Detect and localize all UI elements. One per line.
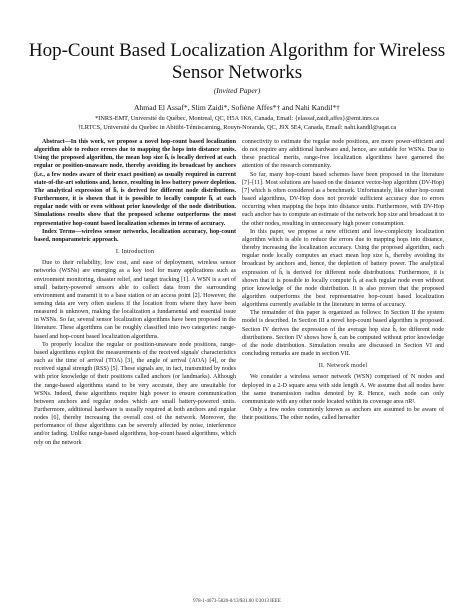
body-paragraph-proposal: In this paper, we propose a new efficient and low-complexity localization algorithm which is able to reduce the errors due to mapping hops into distance, thereby increasing the localization accuracy. Using the proposed algorithm, each regular node locally computes an exact mean hop size h̄ᵢ, thereby avoiding its broadcast by anchors and, hence, the depletion of battery power. The analytical expression of h̄ᵢ is derived for different node distributions. Furthermore, it is shown that it is possible to locally compute h̄ᵢ at each regular node even without prior knowledge of the node distribution. It is also proven that the proposed algorithm outperforms the best representative hop-count based localization algorithms currently available in the literature in terms of accuracy.	[242, 228, 444, 309]
body-paragraph-outline: The remainder of this paper is organized as follows: In Section II the system model is described. In Section III a novel hop-count based algorithm is proposed. Section IV derives the expression of the average hop size h̄ᵢ for different node distributions. Section IV shows how h̄ᵢ can be computed without prior knowledge of the node distribution. Simulation results are discussed in Section VI and concluding remarks are made in section VII.	[242, 310, 444, 358]
intro-paragraph-2: To properly localize the regular or position-unaware node positions, range-based algorithms exploit the measurements of the received signals' characteristics such as the time of arrival (TOA) [3], the angle of arrival (AOA) [4], or the received signal strength (RSS) [5]. These signals are, in fact, transmitted by nodes with prior knowledge of their positions called anchors (or landmarks). Although the range-based algorithms stand to be very accurate, they are unsuitable for WSNs. Indeed, these algorithms require high power to ensure communication between anchors and regular nodes which are small battery-powered units. Furthermore, additional hardware is usually required at both anchors and regular nodes [6], thereby increasing the overall cost of the network. Moreover, the performance of these algorithms can be severely affected by noise, interference and/or fading. Unlike range-based algorithms, hop-count based algorithms, which rely on the network	[34, 341, 236, 446]
index-terms: Index Terms—wireless sensor networks, localization accuracy, hop-count based, nonparametric approach.	[34, 228, 236, 243]
intro-paragraph-1: Due to their reliability, low cost, and ease of deployment, wireless sensor networks (WSNs) are emerging as a key tool for many applications such as environment monitoring, disaster relief, and target tracking [1]. A WSN is a set of small battery-powered sensors able to collect data from the surrounding environment and transmit it to a base station or an access point [2]. However, the sensing data are very often useless if the location from where they have been measured is unknown, making the localization a fundamental and essential issue in WSNs. So far, several sensor localization algorithms have been proposed in the literature. These algorithms can be roughly classified into two categories: range-based and hop-count based localization algorithms.	[34, 260, 236, 340]
section-heading-network-model: II. Network model	[318, 363, 368, 370]
model-paragraph-1: We consider a wireless sensor network (WSN) comprised of N nodes and deployed in a 2-D square area with side length A. We assume that all nodes have the same transmission radius denoted by R. Hence, each node can only communicate with any other node located within its coverage area πR².	[242, 374, 444, 405]
copyright-footer: 978-1-4673-5820-0/13/$31.00 ©2013 IEEE	[193, 599, 281, 604]
section-heading-introduction: I. Introduction	[115, 249, 155, 256]
affiliation-2: †LRTCS, Université du Quebec in Abitibi-Témiscaming, Rouyn-Noranda, QC, J9X 5E4, Canada, Email: nahi.kandil@uqat.ca	[77, 124, 397, 131]
left-column	[34, 138, 236, 447]
abstract: Abstract—In this work, we propose a novel hop-count based localization algorithm able to reduce errors due to mapping the hops into distance units. Using the proposed algorithm, the mean hop size h̄ᵢ is locally derived at each regular or position-unaware node, thereby avoiding its broadcast by anchors (i.e., a few nodes aware of their exact position) as usually required in current state-of-the-art solutions and, hence, resulting in less battery power depletion. The analytical expression of h̄ᵢ is derived for different node distributions. Furthermore, it is shown that it is possible to locally compute h̄ᵢ at each regular node with or even without prior knowledge of the node distribution. Simulations results show that the proposed scheme outperforms the most representative hop-count based localization schemes in terms of accuracy.	[34, 139, 236, 227]
right-column	[242, 138, 444, 422]
invited-note: (Invited Paper)	[213, 86, 261, 95]
body-paragraph-continued: connectivity to estimate the regular node positions, are more power-efficient and do not require any additional hardware and, hence, are suitable for WSNs. Due to these practical merits, range-free localization algorithms have garnered the attention of the research community.	[242, 139, 444, 170]
affiliation-1: *INRS-EMT, Université du Québec, Montreal, QC, H5A 1K6, Canada, Email: {elassaf,zaidi,affes}@emt.inrs.ca	[95, 115, 379, 122]
paper-title: Hop-Count Based Localization Algorithm for Wireless Sensor Networks	[28, 40, 446, 83]
author-list: Ahmad El Assaf*, Slim Zaidi*, Sofiène Affes*† and Nahi Kandil*†	[134, 103, 340, 112]
model-paragraph-2: Only a few nodes commonly known as anchors are assumed to be aware of their positions. The other nodes, called hereafter	[242, 407, 444, 422]
body-paragraph-dvhop: So far, many hop-count based schemes have been proposed in the literature [7]–[11]. Most solutions are based on the distance vector-hop algorithm (DV-Hop) [7] which is often considered as a benchmark. Unfortunately, like other hop-count based algorithms, DV-Hop does not provide sufficient accuracy due to errors occurring when mapping the hops into distance units. Furthermore, with DV-Hop each anchor has to compute an estimate of the network hop size and broadcast it to the other nodes, resulting in unnecessary high power consumption.	[242, 171, 444, 227]
